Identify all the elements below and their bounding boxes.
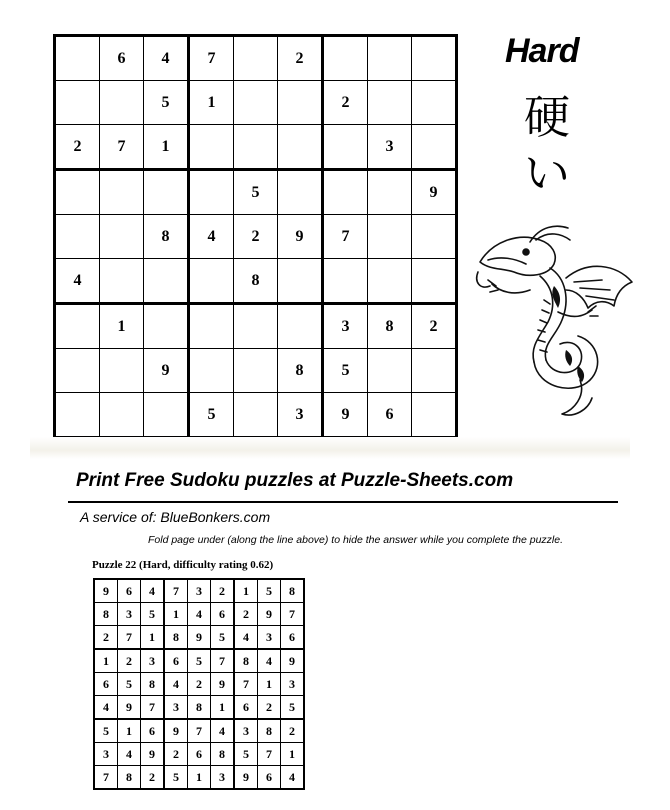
puzzle-row (55, 215, 457, 259)
puzzle-cell: 5 (189, 393, 234, 438)
puzzle-row (55, 170, 457, 215)
puzzle-cell: 6 (100, 36, 144, 81)
puzzle-cell (144, 393, 189, 438)
answer-cell: 2 (258, 696, 281, 720)
answer-cell: 7 (211, 649, 235, 673)
puzzle-row (55, 259, 457, 304)
answer-cell: 3 (164, 696, 188, 720)
answer-cell: 5 (141, 603, 165, 626)
answer-cell: 5 (211, 626, 235, 650)
answer-cell: 1 (258, 673, 281, 696)
puzzle-cell (100, 215, 144, 259)
puzzle-row (55, 393, 457, 438)
answer-cell: 7 (141, 696, 165, 720)
puzzle-cell (368, 259, 412, 304)
answer-cell: 7 (118, 626, 141, 650)
puzzle-cell (368, 215, 412, 259)
puzzle-cell (55, 304, 100, 349)
puzzle-cell (55, 349, 100, 393)
puzzle-cell: 8 (368, 304, 412, 349)
puzzle-cell (189, 125, 234, 170)
puzzle-cell (278, 170, 323, 215)
puzzle-cell: 5 (144, 81, 189, 125)
answer-cell: 8 (188, 696, 211, 720)
puzzle-cell: 3 (278, 393, 323, 438)
answer-row (94, 626, 304, 650)
puzzle-cell: 9 (278, 215, 323, 259)
puzzle-cell (189, 259, 234, 304)
difficulty-kanji-2: い (524, 146, 570, 200)
puzzle-cell: 5 (323, 349, 368, 393)
answer-row (94, 766, 304, 790)
answer-cell: 7 (258, 743, 281, 766)
puzzle-cell (412, 259, 457, 304)
puzzle-cell: 9 (412, 170, 457, 215)
puzzle-cell (412, 349, 457, 393)
puzzle-cell (55, 393, 100, 438)
answer-cell: 8 (234, 649, 258, 673)
answer-row (94, 696, 304, 720)
answer-cell: 9 (141, 743, 165, 766)
answer-cell: 5 (234, 743, 258, 766)
puzzle-cell (55, 215, 100, 259)
puzzle-cell (100, 170, 144, 215)
answer-cell: 6 (234, 696, 258, 720)
answer-cell: 2 (164, 743, 188, 766)
puzzle-cell (412, 393, 457, 438)
puzzle-cell (234, 393, 278, 438)
answer-cell: 8 (164, 626, 188, 650)
answer-cell: 4 (188, 603, 211, 626)
puzzle-cell (55, 36, 100, 81)
puzzle-cell: 7 (323, 215, 368, 259)
puzzle-cell (234, 304, 278, 349)
puzzle-row (55, 125, 457, 170)
answer-cell: 2 (188, 673, 211, 696)
answer-cell: 4 (118, 743, 141, 766)
answer-cell: 3 (118, 603, 141, 626)
puzzle-cell (100, 259, 144, 304)
answer-cell: 3 (258, 626, 281, 650)
answer-cell: 6 (164, 649, 188, 673)
answer-cell: 1 (234, 579, 258, 603)
answer-cell: 6 (258, 766, 281, 790)
puzzle-cell (189, 170, 234, 215)
answer-cell: 9 (164, 719, 188, 743)
puzzle-cell: 2 (278, 36, 323, 81)
puzzle-row (55, 349, 457, 393)
puzzle-cell (144, 304, 189, 349)
answer-row (94, 719, 304, 743)
answer-cell: 5 (281, 696, 305, 720)
puzzle-cell: 2 (55, 125, 100, 170)
fold-band (30, 437, 630, 459)
puzzle-row (55, 304, 457, 349)
answer-row (94, 743, 304, 766)
puzzle-cell: 8 (144, 215, 189, 259)
answer-row (94, 649, 304, 673)
answer-cell: 8 (118, 766, 141, 790)
answer-cell: 1 (118, 719, 141, 743)
answer-cell: 9 (258, 603, 281, 626)
fold-line (68, 501, 618, 503)
answer-cell: 4 (164, 673, 188, 696)
answer-cell: 7 (281, 603, 305, 626)
puzzle-cell: 8 (234, 259, 278, 304)
puzzle-cell (412, 81, 457, 125)
answer-cell: 5 (118, 673, 141, 696)
answer-cell: 4 (141, 579, 165, 603)
puzzle-row (55, 36, 457, 81)
answer-cell: 4 (211, 719, 235, 743)
puzzle-cell (368, 170, 412, 215)
puzzle-cell (189, 349, 234, 393)
answer-cell: 2 (234, 603, 258, 626)
puzzle-cell (100, 349, 144, 393)
puzzle-cell (189, 304, 234, 349)
puzzle-cell: 7 (100, 125, 144, 170)
puzzle-cell (278, 125, 323, 170)
answer-cell: 5 (164, 766, 188, 790)
answer-cell: 6 (141, 719, 165, 743)
puzzle-cell (100, 81, 144, 125)
puzzle-cell: 9 (144, 349, 189, 393)
puzzle-cell: 4 (189, 215, 234, 259)
puzzle-cell (323, 36, 368, 81)
puzzle-row (55, 81, 457, 125)
answer-cell: 2 (94, 626, 118, 650)
answer-cell: 1 (94, 649, 118, 673)
answer-cell: 9 (281, 649, 305, 673)
answer-cell: 7 (164, 579, 188, 603)
answer-cell: 1 (188, 766, 211, 790)
answer-cell: 6 (211, 603, 235, 626)
puzzle-cell: 8 (278, 349, 323, 393)
answer-cell: 4 (234, 626, 258, 650)
puzzle-cell (144, 259, 189, 304)
answer-cell: 1 (141, 626, 165, 650)
answer-cell: 7 (188, 719, 211, 743)
puzzle-cell (144, 170, 189, 215)
puzzle-cell (412, 36, 457, 81)
sudoku-answer-grid (93, 578, 305, 790)
answer-cell: 3 (141, 649, 165, 673)
puzzle-cell (368, 81, 412, 125)
answer-cell: 4 (94, 696, 118, 720)
puzzle-cell (234, 125, 278, 170)
answer-cell: 3 (234, 719, 258, 743)
answer-cell: 5 (258, 579, 281, 603)
puzzle-cell: 4 (144, 36, 189, 81)
puzzle-cell: 1 (100, 304, 144, 349)
answer-cell: 8 (281, 579, 305, 603)
puzzle-cell: 1 (189, 81, 234, 125)
answer-cell: 9 (188, 626, 211, 650)
answer-cell: 5 (188, 649, 211, 673)
answer-row (94, 579, 304, 603)
puzzle-cell: 5 (234, 170, 278, 215)
puzzle-cell (278, 259, 323, 304)
puzzle-cell: 3 (323, 304, 368, 349)
puzzle-cell (323, 259, 368, 304)
answer-cell: 4 (258, 649, 281, 673)
answer-cell: 2 (211, 579, 235, 603)
puzzle-cell: 4 (55, 259, 100, 304)
puzzle-cell (100, 393, 144, 438)
answer-cell: 8 (211, 743, 235, 766)
puzzle-cell: 2 (323, 81, 368, 125)
puzzle-cell (368, 349, 412, 393)
answer-cell: 2 (141, 766, 165, 790)
answer-cell: 9 (211, 673, 235, 696)
answer-cell: 2 (281, 719, 305, 743)
answer-caption: Puzzle 22 (Hard, difficulty rating 0.62) (92, 559, 274, 571)
puzzle-cell: 9 (323, 393, 368, 438)
puzzle-cell (278, 304, 323, 349)
difficulty-label: Hard (505, 32, 579, 70)
puzzle-cell (234, 349, 278, 393)
difficulty-kanji-1: 硬 (524, 90, 570, 144)
answer-cell: 8 (141, 673, 165, 696)
puzzle-cell: 2 (412, 304, 457, 349)
service-line: A service of: BlueBonkers.com (80, 509, 271, 525)
answer-cell: 6 (281, 626, 305, 650)
answer-cell: 1 (281, 743, 305, 766)
puzzle-cell (278, 81, 323, 125)
answer-row (94, 603, 304, 626)
fold-instructions: Fold page under (along the line above) to hide the answer while you complete the puzzle. (148, 534, 564, 546)
answer-cell: 7 (94, 766, 118, 790)
puzzle-cell (55, 81, 100, 125)
answer-cell: 9 (234, 766, 258, 790)
site-title: Print Free Sudoku puzzles at Puzzle-Sheets.com (76, 470, 514, 491)
answer-cell: 3 (94, 743, 118, 766)
answer-cell: 8 (258, 719, 281, 743)
answer-cell: 3 (188, 579, 211, 603)
answer-cell: 6 (188, 743, 211, 766)
answer-cell: 2 (118, 649, 141, 673)
puzzle-cell (323, 125, 368, 170)
sudoku-puzzle-grid (53, 34, 458, 439)
puzzle-cell (234, 81, 278, 125)
answer-cell: 8 (94, 603, 118, 626)
answer-cell: 6 (94, 673, 118, 696)
puzzle-cell (412, 125, 457, 170)
puzzle-cell (234, 36, 278, 81)
puzzle-cell (412, 215, 457, 259)
answer-cell: 9 (94, 579, 118, 603)
answer-cell: 9 (118, 696, 141, 720)
answer-cell: 3 (281, 673, 305, 696)
answer-cell: 5 (94, 719, 118, 743)
puzzle-cell (323, 170, 368, 215)
answer-cell: 4 (281, 766, 305, 790)
puzzle-cell: 6 (368, 393, 412, 438)
puzzle-cell: 2 (234, 215, 278, 259)
answer-cell: 6 (118, 579, 141, 603)
answer-row (94, 673, 304, 696)
answer-cell: 1 (211, 696, 235, 720)
answer-cell: 1 (164, 603, 188, 626)
puzzle-cell (368, 36, 412, 81)
answer-cell: 7 (234, 673, 258, 696)
puzzle-cell: 3 (368, 125, 412, 170)
puzzle-cell: 7 (189, 36, 234, 81)
puzzle-cell (55, 170, 100, 215)
puzzle-cell: 1 (144, 125, 189, 170)
dragon-illustration (470, 220, 640, 420)
answer-cell: 3 (211, 766, 235, 790)
